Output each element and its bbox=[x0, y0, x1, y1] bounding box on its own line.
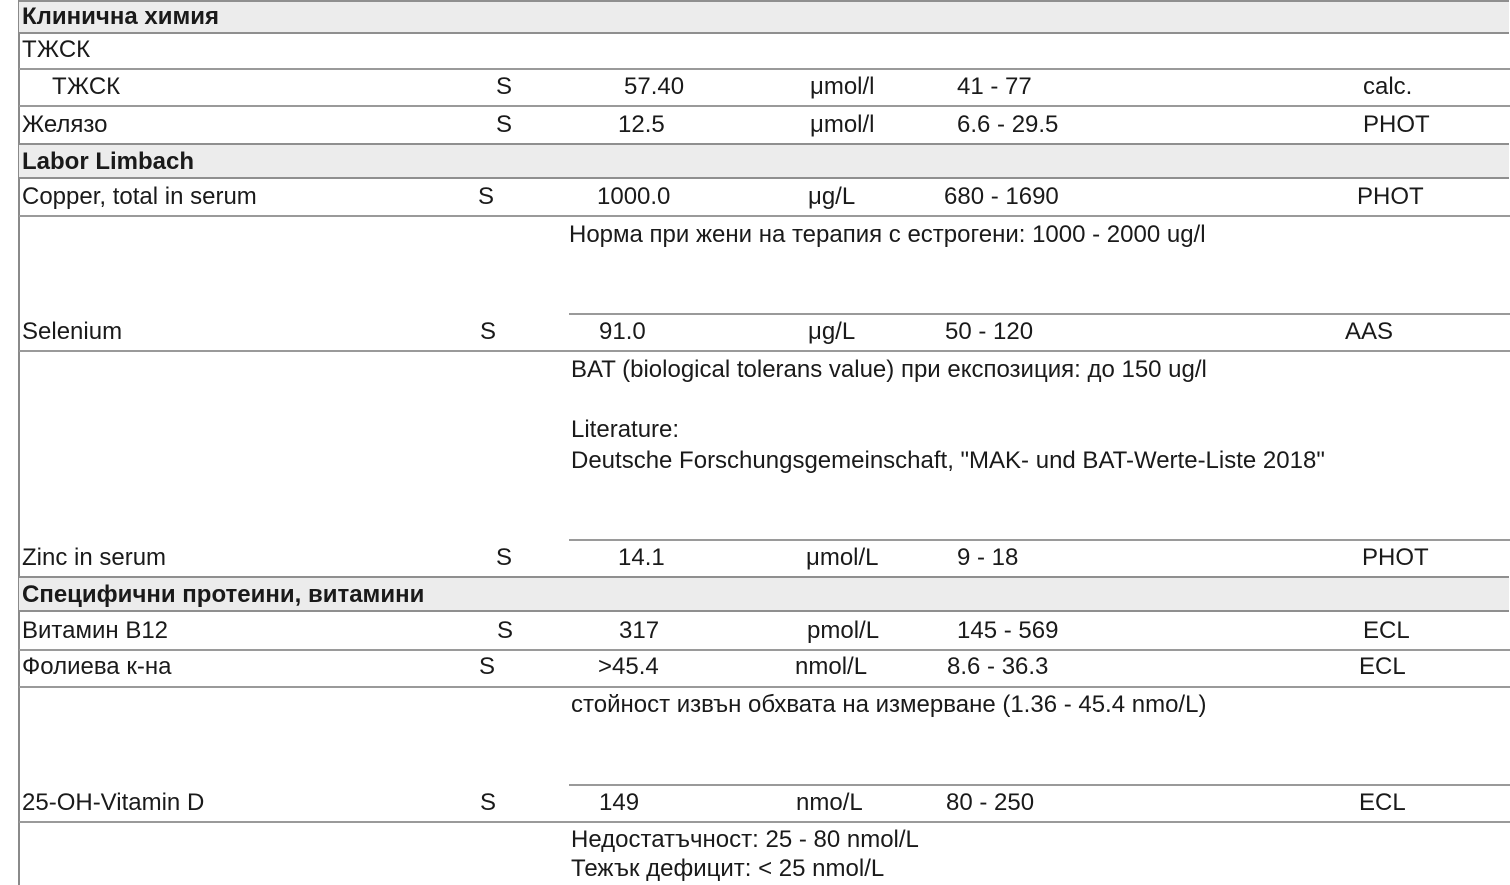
row-divider bbox=[19, 105, 1510, 107]
row-divider bbox=[569, 313, 1510, 315]
row-divider bbox=[569, 784, 1510, 786]
sample-type: S bbox=[479, 653, 496, 680]
test-name: 25-OH-Vitamin D bbox=[22, 789, 205, 816]
test-name: Фолиева к-на bbox=[22, 653, 172, 680]
result-unit: μmol/l bbox=[810, 73, 875, 100]
method: ECL bbox=[1363, 617, 1410, 644]
method: ECL bbox=[1359, 789, 1406, 816]
result-value: 57.40 bbox=[624, 73, 685, 100]
test-name: ТЖСК bbox=[52, 73, 121, 100]
reference-range: 50 - 120 bbox=[945, 318, 1034, 345]
sample-type: S bbox=[496, 73, 513, 100]
test-name: Витамин B12 bbox=[22, 617, 169, 644]
result-value: 317 bbox=[619, 617, 660, 644]
result-unit: μmol/L bbox=[806, 544, 879, 571]
method: PHOT bbox=[1362, 544, 1429, 571]
row-divider bbox=[19, 686, 1510, 688]
result-value: 1000.0 bbox=[597, 183, 671, 210]
row-divider bbox=[19, 649, 1510, 651]
reference-range: 9 - 18 bbox=[957, 544, 1019, 571]
reference-range: 8.6 - 36.3 bbox=[947, 653, 1049, 680]
result-value: 91.0 bbox=[599, 318, 646, 345]
sample-type: S bbox=[497, 617, 514, 644]
section-title: Клинична химия bbox=[22, 3, 219, 30]
comment-vitd-insufficiency: Недостатъчност: 25 - 80 nmol/L bbox=[571, 826, 919, 853]
test-name: Selenium bbox=[22, 318, 123, 345]
method: calc. bbox=[1363, 73, 1413, 100]
section-title: Специфични протеини, витамини bbox=[22, 581, 425, 608]
row-divider bbox=[19, 350, 1510, 352]
method: ECL bbox=[1359, 653, 1406, 680]
result-unit: pmol/L bbox=[807, 617, 880, 644]
sample-type: S bbox=[496, 111, 513, 138]
comment-selenium-source: Deutsche Forschungsgemeinschaft, "MAK- und BAT-Werte-Liste 2018" bbox=[571, 447, 1325, 474]
result-value: >45.4 bbox=[598, 653, 659, 680]
result-value: 14.1 bbox=[618, 544, 665, 571]
result-value: 12.5 bbox=[618, 111, 665, 138]
reference-range: 6.6 - 29.5 bbox=[957, 111, 1059, 138]
result-unit: nmo/L bbox=[796, 789, 863, 816]
result-unit: μg/L bbox=[808, 183, 856, 210]
sample-type: S bbox=[480, 318, 497, 345]
section-title: Labor Limbach bbox=[22, 148, 195, 175]
result-unit: μmol/l bbox=[810, 111, 875, 138]
comment-copper: Норма при жени на терапия с естрогени: 1000 - 2000 ug/l bbox=[569, 221, 1206, 248]
row-divider bbox=[569, 539, 1510, 541]
comment-selenium-literature: Literature: bbox=[571, 416, 680, 443]
section-header-specific-proteins bbox=[19, 576, 1509, 612]
reference-range: 80 - 250 bbox=[946, 789, 1035, 816]
row-divider bbox=[19, 821, 1510, 823]
method: PHOT bbox=[1363, 111, 1430, 138]
group-label-tzhsk: ТЖСК bbox=[22, 36, 91, 63]
result-value: 149 bbox=[599, 789, 640, 816]
left-border bbox=[18, 0, 20, 885]
result-unit: nmol/L bbox=[795, 653, 868, 680]
test-name: Zinc in serum bbox=[22, 544, 167, 571]
comment-vitd-deficiency: Тежък дефицит: < 25 nmol/L bbox=[571, 855, 885, 882]
reference-range: 145 - 569 bbox=[957, 617, 1059, 644]
test-name: Copper, total in serum bbox=[22, 183, 257, 210]
result-unit: μg/L bbox=[808, 318, 856, 345]
method: PHOT bbox=[1357, 183, 1424, 210]
reference-range: 680 - 1690 bbox=[944, 183, 1059, 210]
row-divider bbox=[19, 68, 1510, 70]
sample-type: S bbox=[480, 789, 497, 816]
test-name: Желязо bbox=[22, 111, 108, 138]
section-header-labor-limbach bbox=[19, 143, 1509, 179]
comment-folic-acid: стойност извън обхвата на измерване (1.36 - 45.4 nmo/L) bbox=[571, 691, 1207, 718]
sample-type: S bbox=[478, 183, 495, 210]
comment-selenium-bat: BAT (biological tolerans value) при експозиция: до 150 ug/l bbox=[571, 356, 1207, 383]
row-divider bbox=[19, 215, 1510, 217]
method: AAS bbox=[1345, 318, 1394, 345]
sample-type: S bbox=[496, 544, 513, 571]
reference-range: 41 - 77 bbox=[957, 73, 1032, 100]
section-header-clinical-chemistry bbox=[19, 0, 1509, 34]
